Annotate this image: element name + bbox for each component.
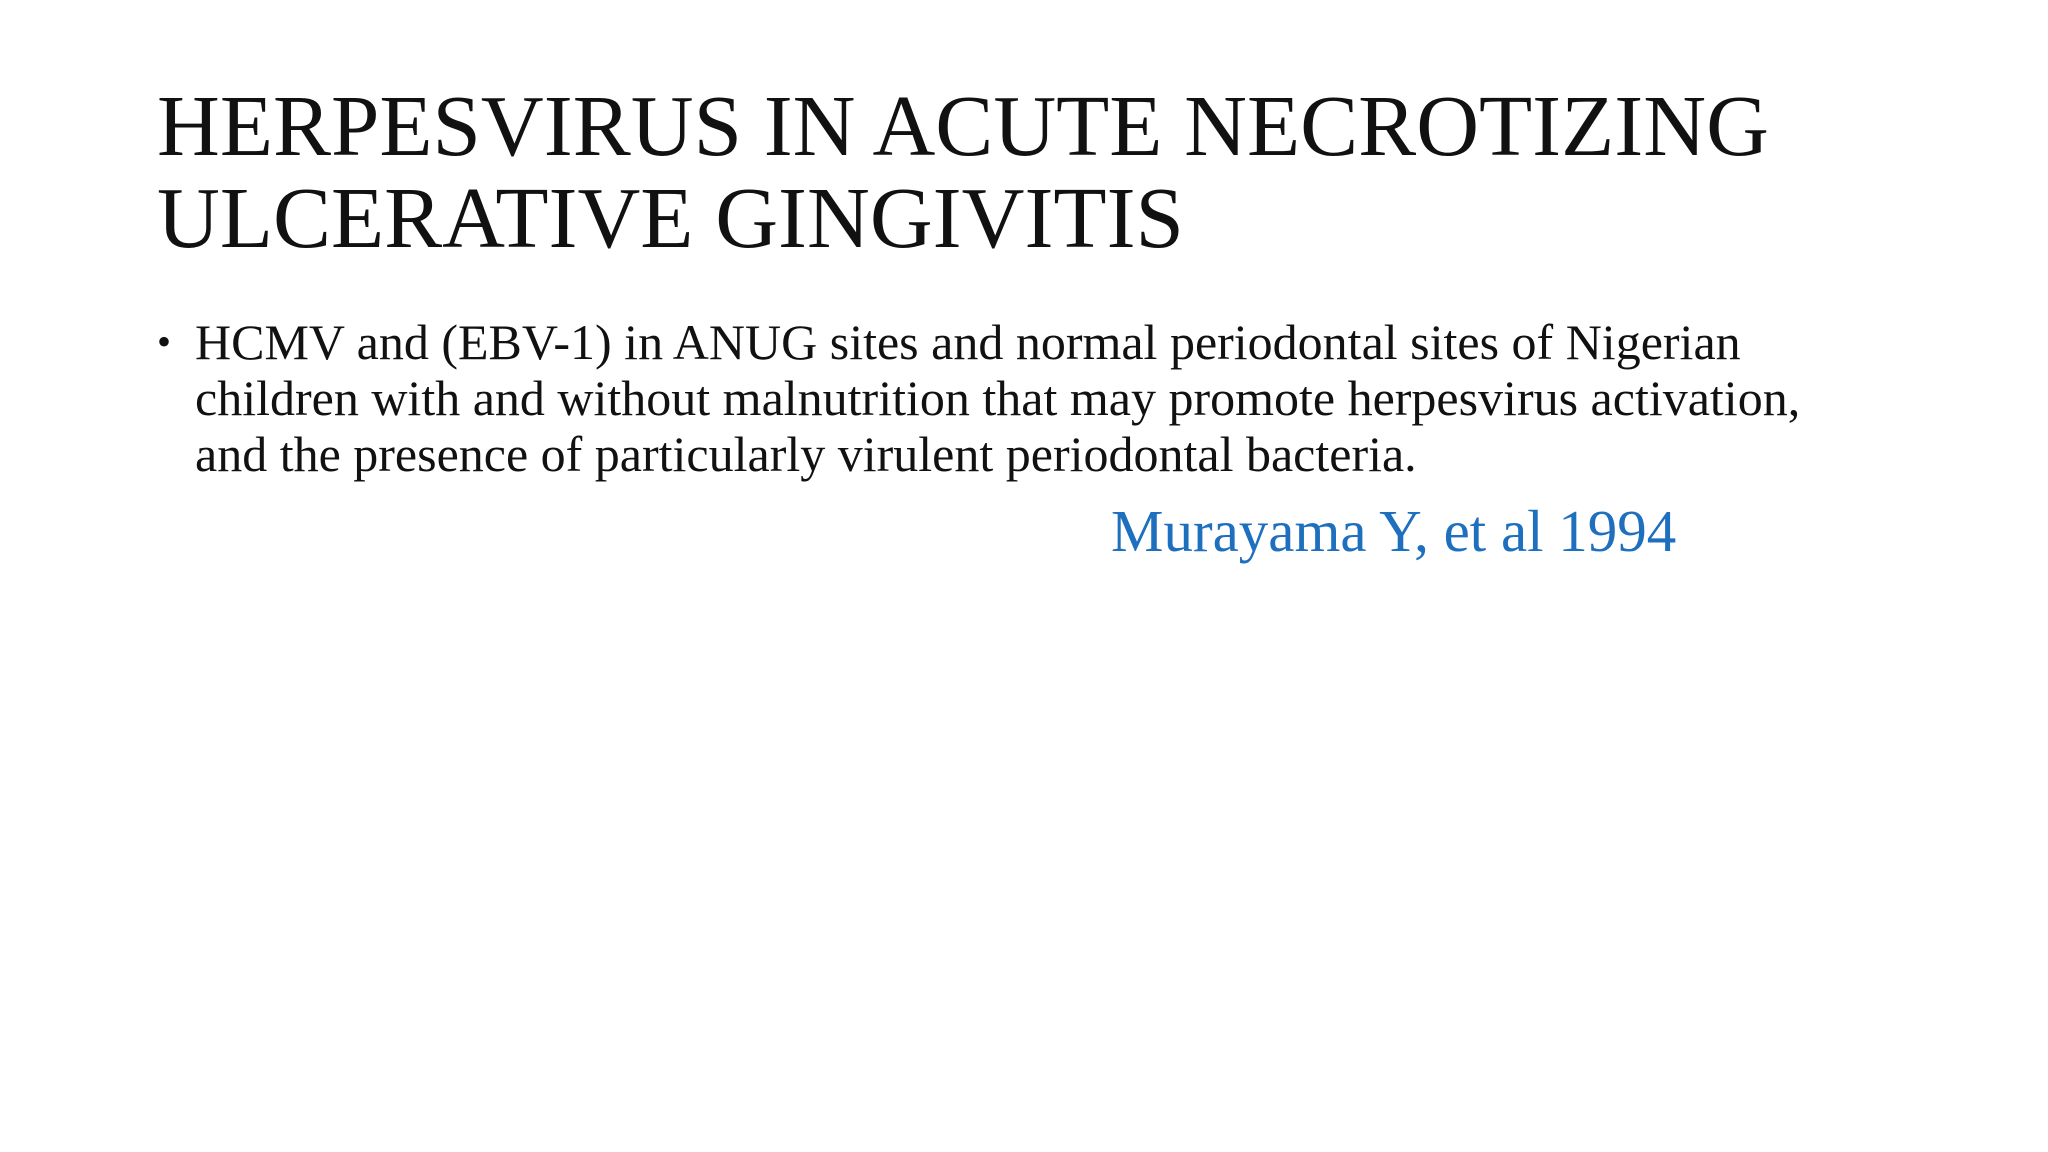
slide-title bbox=[157, 77, 1957, 266]
title-line-1: HERPESVIRUS IN ACUTE NECROTIZING bbox=[157, 77, 1769, 174]
bullet-list bbox=[157, 314, 1957, 482]
citation: Murayama Y, et al 1994 bbox=[1111, 498, 1677, 564]
bullet-text-line-1: HCMV and (EBV-1) in ANUG sites and normal periodontal sites of Nigerian bbox=[195, 314, 1741, 370]
bullet-text-line-3: and the presence of particularly virulent periodontal bacteria. bbox=[195, 426, 1417, 482]
bullet-text-line-2: children with and without malnutrition that may promote herpesvirus activation, bbox=[195, 370, 1801, 426]
bullet-item bbox=[157, 314, 1957, 482]
bullet-marker: • bbox=[157, 319, 172, 364]
title-line-2: ULCERATIVE GINGIVITIS bbox=[157, 169, 1184, 266]
